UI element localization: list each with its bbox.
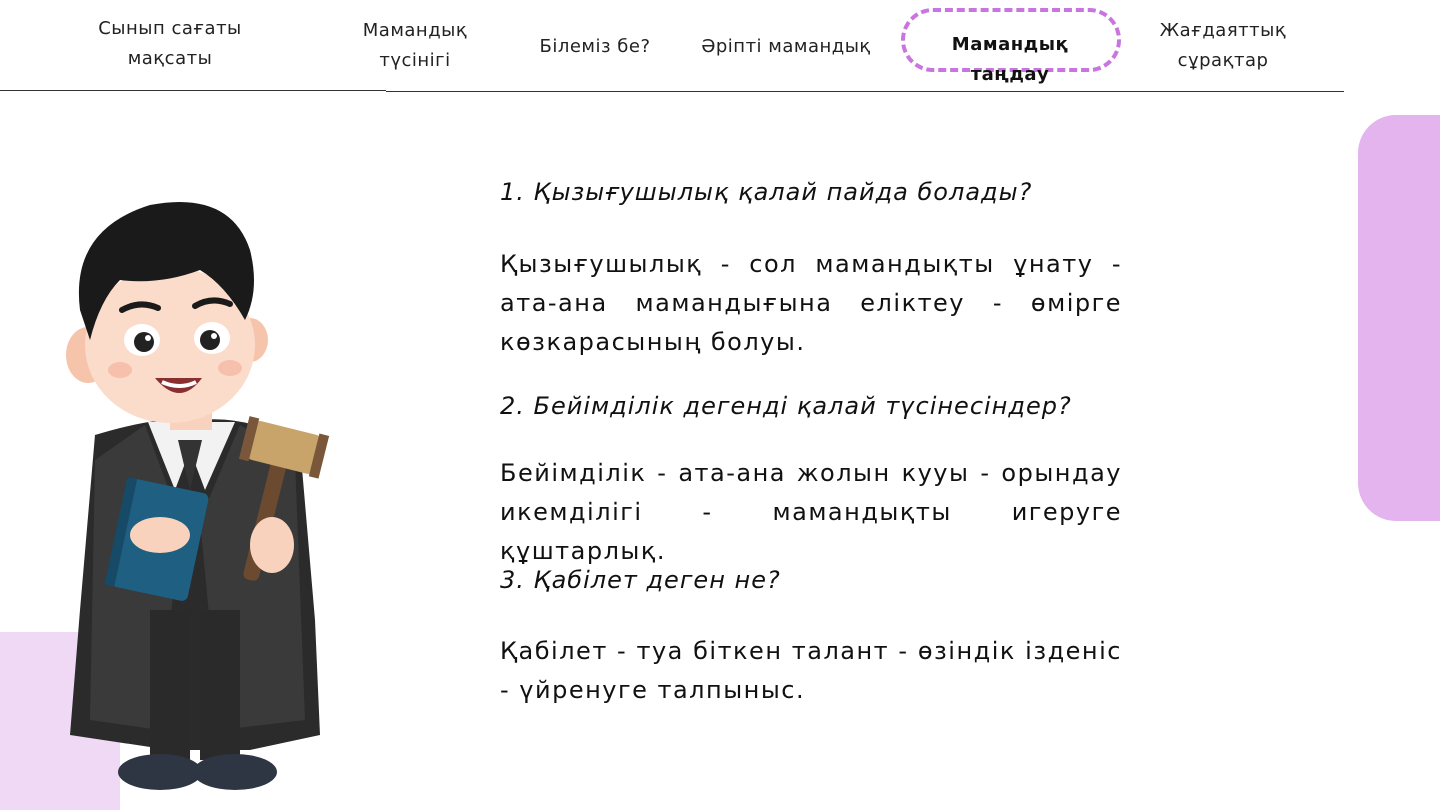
answer-1: Қызығушылық - сол мамандықты ұнату - ата-ана мамандығына еліктеу - өмірге көзкарасының болуы. — [500, 250, 1122, 356]
tab-do-we-know[interactable]: Білеміз бе? — [539, 36, 651, 57]
top-navigation — [0, 0, 1440, 92]
tab-situational-questions[interactable]: Жағдаяттық сұрақтар — [1159, 20, 1287, 71]
question-1: 1. Қызығушылық қалай пайда болады? — [500, 178, 1033, 206]
nav-divider-right — [386, 91, 1344, 92]
judge-character-icon — [50, 190, 350, 810]
nav-divider-left — [0, 90, 386, 91]
question-2: 2. Бейімділік дегенді қалай түсінесіндер? — [500, 392, 1072, 420]
question-3: 3. Қабілет деген не? — [500, 566, 781, 594]
answer-2: Бейімділік - ата-ана жолын кууы - орындау икемділігі - мамандықты игеруге құштарлық. — [500, 459, 1122, 565]
tab-choose-profession[interactable]: Мамандық таңдау — [951, 34, 1069, 85]
decorative-side-band — [1358, 115, 1440, 521]
tab-letter-profession[interactable]: Әріпті мамандық — [701, 36, 871, 57]
tab-class-hour-goal[interactable]: Сынып сағаты мақсаты — [98, 18, 242, 69]
tab-profession-concept[interactable]: Мамандық түсінігі — [362, 20, 468, 71]
answer-3: Қабілет - туа біткен талант - өзіндік ізденіс - үйренуге талпыныс. — [500, 637, 1122, 704]
